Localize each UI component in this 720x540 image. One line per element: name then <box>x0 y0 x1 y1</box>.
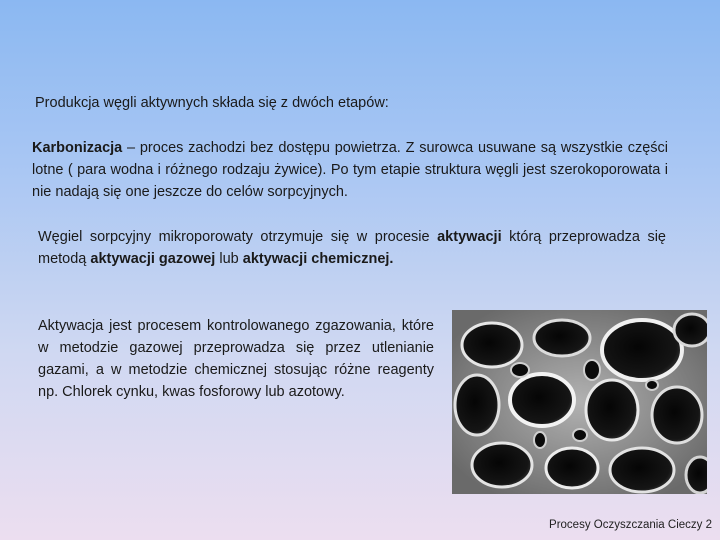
porous-carbon-micrograph <box>452 310 707 494</box>
carbonization-term: Karbonizacja <box>32 140 123 156</box>
intro-text: Produkcja węgli aktywnych składa się z dwóch etapów: <box>35 95 389 111</box>
activation-paragraph <box>38 226 666 270</box>
carbonization-text: – proces zachodzi bez dostępu powietrza. Z surowca usuwane są wszystkie części lotne ( para wodna i różnego rodzaju żywice). Po tym etapie struktura węgli jest szerokoporowata i nie nadają się one jeszcze do celów sorpcyjnych. <box>32 140 668 200</box>
chemical-activation-term: aktywacji chemicznej. <box>242 251 394 267</box>
gasification-paragraph: Aktywacja jest procesem kontrolowanego zgazowania, które w metodzie gazowej przeprowadza się przez utlenianie gazami, a w metodzie chemicznej stosując różne reagenty np. Chlorek cynku, kwas fosforowy lub azotowy. <box>38 318 434 400</box>
gas-activation-term: aktywacji gazowej <box>90 251 216 267</box>
activation-text-c: lub <box>215 251 243 267</box>
activation-text-a: Węgiel sorpcyjny mikroporowaty otrzymuje się w procesie <box>38 229 438 245</box>
carbonization-paragraph <box>32 137 668 203</box>
activation-term: aktywacji <box>437 229 502 245</box>
micrograph-image <box>452 310 707 494</box>
footer-text: Procesy Oczyszczania Cieczy 2 <box>549 519 712 531</box>
activation-text-b: którą przeprowadza się metodą <box>38 229 666 267</box>
